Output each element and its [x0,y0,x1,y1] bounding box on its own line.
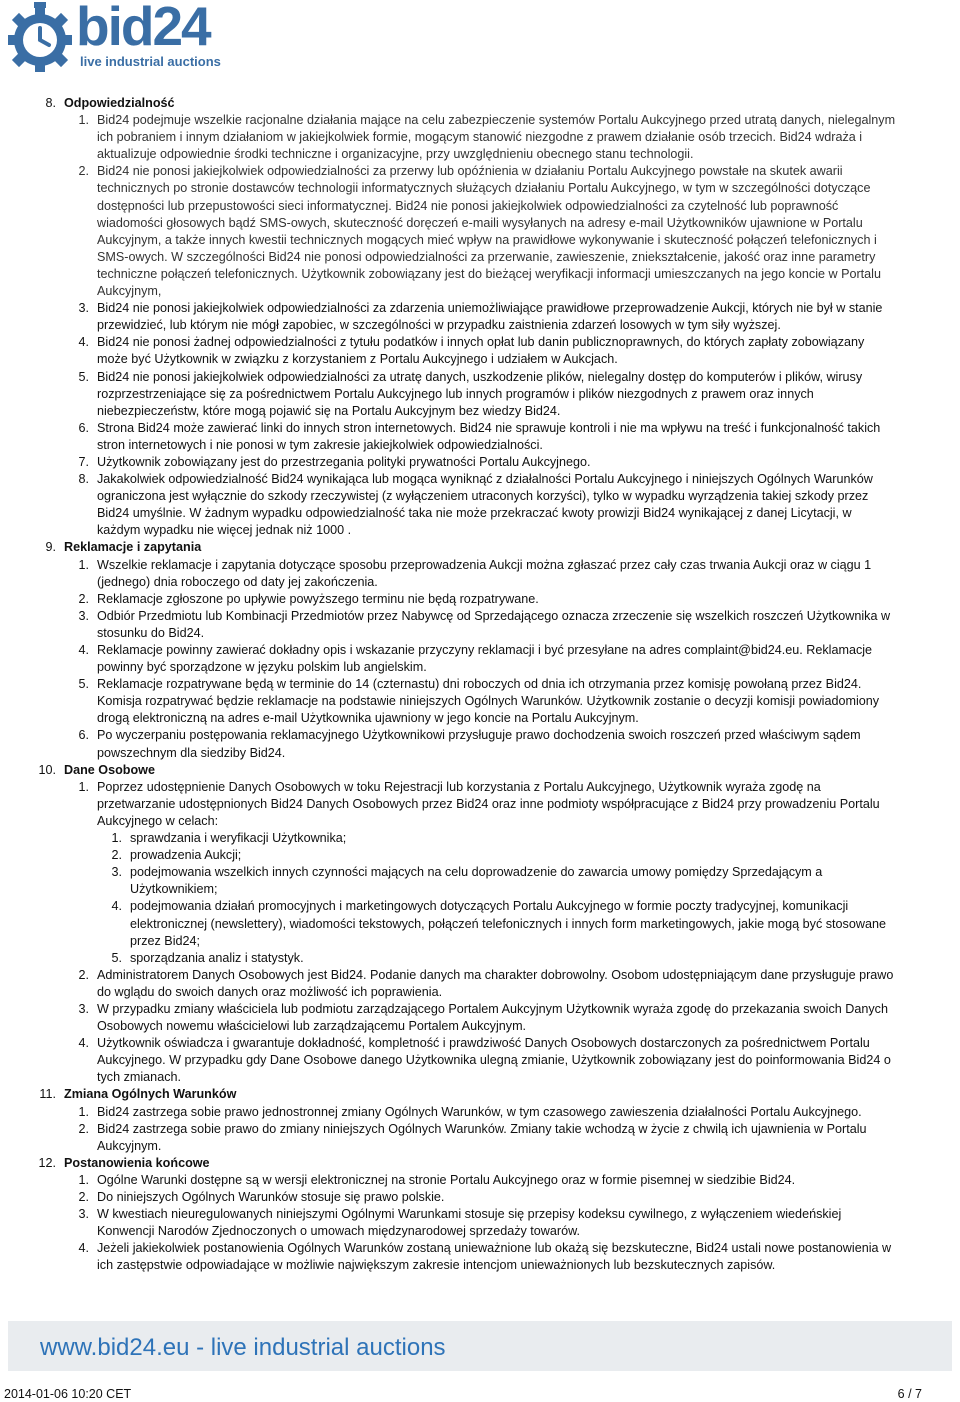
item-text: Strona Bid24 może zawierać linki do innych stron internetowych. Bid24 nie sprawuje kontroli i nie ma wpływu na treść i funkcjonalność takich stron internetowych i nie ponosi w tym zakresie jakiejkolwiek odpowiedzialności. [97,420,881,452]
item-number: 4. [78,1241,89,1256]
list-item [0,1035,960,1086]
item-text: Po wyczerpaniu postępowania reklamacyjnego Użytkownikowi przysługuje prawo dochodzenia swoich roszczeń przed właściwym sądem powszechnym dla siedziby Bid24. [97,728,861,760]
item-text: Reklamacje powinny zawierać dokładny opis i wskazanie przyczyny reklamacji i być przesyłane na adres complaint@bid24.eu. Reklamacje powinny być sporządzone w języku polskim lub angielskim. [97,643,873,675]
item-text: Użytkownik oświadcza i gwarantuje dokładność, kompletność i prawdziwość Danych Osobowych dostarczonych za pośrednictwem Portalu Aukcyjnego. W przypadku gdy Dane Osobowe danego Użytkownika ulegną zmianie, Użytkownik zobowiązany jest do poinformowania Bid24 o tych zmianach. [97,1036,891,1085]
list-item [0,471,960,539]
item-number: 2. [78,164,89,179]
section-number: 11. [39,1087,56,1102]
list-item [0,1001,960,1035]
list-item [0,676,960,727]
item-number: 1. [78,1104,89,1119]
item-number: 4. [78,643,89,657]
list-item [0,369,960,420]
list-item [0,454,960,471]
list-item [0,591,960,608]
item-number: 6. [78,728,89,743]
item-number: 1. [78,113,89,128]
item-text: Użytkownik zobowiązany jest do przestrzegania polityki prywatności Portalu Aukcyjnego. [97,454,591,469]
item-number: 5. [111,950,122,965]
section-title: Zmiana Ogólnych Warunków [64,1087,237,1102]
list-item [0,608,960,642]
item-text: Wszelkie reklamacje i zapytania dotyczące sposobu przeprowadzenia Aukcji można zgłaszać przez cały czas trwania Aukcji oraz w ciągu 1 (jednego) dnia roboczego od daty jej zakończenia. [97,557,872,589]
section-11 [0,1086,960,1154]
section-10 [0,762,960,1087]
sub-list-item [0,847,960,864]
item-number: 6. [78,420,89,435]
item-number: 7. [78,454,89,469]
item-number: 2. [111,848,122,863]
item-text: Bid24 nie ponosi żadnej odpowiedzialności z tytułu podatków i innych opłat lub danin publicznoprawnych, do których zapłaty zobowiązany może być Użytkownik w związku z korzystaniem z Portalu Aukcyjnego i udziałem w Aukcjach. [97,335,865,367]
item-number: 2. [78,591,89,606]
list-item [0,1240,960,1274]
page-number: 6 / 7 [897,1387,922,1401]
item-number: 3. [78,1207,89,1222]
item-number: 4. [78,1036,89,1051]
bid24-logo [4,2,224,72]
list-item [0,779,960,830]
item-number: 2. [78,1190,89,1204]
item-number: 1. [111,831,122,846]
item-number: 1. [78,779,89,794]
section-number: 8. [45,96,56,110]
item-number: 3. [111,865,122,880]
section-title: Reklamacje i zapytania [64,540,202,555]
section-heading [0,1155,960,1172]
list-item [0,163,960,300]
section-number: 10. [38,762,56,777]
section-heading [0,762,960,779]
item-text: Jakakolwiek odpowiedzialność Bid24 wynikająca lub mogąca wyniknąć z działalności Portalu Aukcyjnego i niniejszych Ogólnych Warunków ograniczona jest wyłącznie do szkody rzeczywistej (z wyłączeniem utraconych korzyści), tylko w wypadku wyrządzenia takiej szkody przez Bid24 umyślnie. W żadnym wypadku odpowiedzialność taka nie może przekraczać kwoty prowizji Bid24 wynikającej z danej Licytacji, w każdym wypadku nie więcej jednak niż 1000 . [97,472,873,538]
list-item [0,334,960,368]
sub-list-item [0,830,960,847]
item-text: W przypadku zmiany właściciela lub podmiotu zarządzającego Portalem Aukcyjnym Użytkownik wyraża zgodę do przekazania swoich Danych Osobowych nowemu właścicielowi lub zarządzającemu Portalem Aukcyjnym. [97,1001,888,1034]
item-text: W kwestiach nieuregulowanych niniejszymi Ogólnymi Warunkami stosuje się przepisy kodeksu cywilnego, z wyłączeniem wiedeńskiej Konwencji Narodów Zjednoczonych o umowach międzynarodowej sprzedaży towarów. [97,1207,842,1239]
list-item [0,967,960,1001]
item-text: podejmowania wszelkich innych czynności mających na celu doprowadzenie do zawarcia umowy pomiędzy Sprzedającym a Użytkownikiem; [130,865,823,897]
sub-list-item [0,864,960,898]
item-text: Reklamacje zgłoszone po upływie powyższego terminu nie będą rozpatrywane. [97,591,539,606]
item-text: Administratorem Danych Osobowych jest Bid24. Podanie danych ma charakter dobrowolny. Osobom udostępniającym dane przysługuje prawo do wglądu do swoich danych oraz możliwość ich poprawienia. [97,967,894,999]
item-number: 3. [78,608,89,623]
item-number: 1. [78,557,89,572]
item-text: Bid24 podejmuje wszelkie racjonalne działania mające na celu zabezpieczenie systemów Portalu Aukcyjnego przed utratą danych, nielegalnym ich pobraniem i innym działaniom w jakiejkolwiek formie, mogącym stanowić niezgodne z prawem działanie osób trzecich. Bid24 wdraża i aktualizuje odpowiednie środki techniczne i organizacyjne, przy uwzględnieniu obecnego stanu technologii. [97,113,896,162]
item-text: Jeżeli jakiekolwiek postanowienia Ogólnych Warunków zostaną unieważnione lub okażą się bezskuteczne, Bid24 ustali nowe postanowienia w ich zastępstwie odpowiadające w możliwie największym zakresie intencjom unieważnionych lub bezskutecznych zapisów. [97,1241,892,1273]
item-text: Bid24 zastrzega sobie prawo jednostronnej zmiany Ogólnych Warunków, w tym czasowego zawieszenia działalności Portalu Aukcyjnego. [97,1104,862,1119]
list-item [0,112,960,163]
item-text: podejmowania działań promocyjnych i marketingowych dotyczących Portalu Aukcyjnego w formie poczty tradycyjnej, komunikacji elektronicznej (newslettery), wiadomości tekstowych, połączeń telefonicznych i innych form marketingowych, jakie mogą być stosowane przez Bid24; [130,899,886,948]
sub-list-item [0,898,960,949]
section-12 [0,1155,960,1275]
item-text: Poprzez udostępnienie Danych Osobowych w toku Rejestracji lub korzystania z Portalu Aukcyjnego, Użytkownik wyraża zgodę na przetwarzanie udostępnionych Bid24 Danych Osobowych przez Bid24 oraz inne podmioty współpracujące z Bid24 przy prowadzeniu Portalu Aukcyjnego w celach: [97,779,880,828]
section-title: Dane Osobowe [64,762,155,777]
section-heading [0,95,960,112]
item-number: 8. [78,472,89,487]
list-item [0,1104,960,1121]
section-number: 9. [45,540,56,555]
section-number: 12. [38,1155,56,1170]
footer-link[interactable]: www.bid24.eu - live industrial auctions [40,1334,446,1361]
sub-list-item [0,950,960,967]
list-item [0,727,960,761]
item-number: 3. [78,1001,89,1016]
section-heading [0,1086,960,1103]
list-item [0,642,960,676]
item-text: Bid24 nie ponosi jakiejkolwiek odpowiedzialności za utratę danych, uszkodzenie plików, nielegalny dostęp do komputerów i plików, wirusy rozprzestrzeniające się za pośrednictwem Portalu Aukcyjnego lub innych programów i plików niezgodnych z prawem oraz innych niebezpieczeństw, które mogą pojawić się na Portalu Aukcyjnym bez wiedzy Bid24. [97,369,863,418]
item-text: sprawdzania i weryfikacji Użytkownika; [130,831,347,846]
logo-tagline: live industrial auctions [80,54,221,69]
print-timestamp: 2014-01-06 10:20 CET [4,1387,132,1401]
list-item [0,1121,960,1155]
list-item [0,1206,960,1240]
item-number: 2. [78,967,89,982]
section-8 [0,95,960,539]
item-text: Bid24 zastrzega sobie prawo do zmiany niniejszych Ogólnych Warunków. Zmiany takie wchodzą w życie z chwilą ich ujawnienia w Portalu Aukcyjnym. [97,1121,867,1153]
list-item [0,557,960,591]
list-item [0,300,960,334]
section-title: Postanowienia końcowe [64,1155,210,1170]
item-text: Bid24 nie ponosi jakiejkolwiek odpowiedzialności za zdarzenia uniemożliwiające prawidłowe przeprowadzenie Aukcji, których nie był w stanie przewidzieć, lub którym nie mógł zapobiec, w szczególności w przypadku zaistnienia zdarzeń losowych w tym siły wyższej. [97,301,883,333]
item-text: Reklamacje rozpatrywane będą w terminie do 14 (czternastu) dni roboczych od dnia ich otrzymania przez komisję powołaną przez Bid24. Komisja rozpatrywać będzie reklamacje na podstawie niniejszych Ogólnych Warunków. Użytkownik zostanie o decyzji komisji powiadomiony drogą elektroniczną na adres e-mail Użytkownika ujawniony w jego koncie na Portalu Aukcyjnym. [97,677,880,726]
item-text: Ogólne Warunki dostępne są w wersji elektronicznej na stronie Portalu Aukcyjnego oraz w formie pisemnej w siedzibie Bid24. [97,1172,796,1187]
item-text: Bid24 nie ponosi jakiejkolwiek odpowiedzialności za przerwy lub opóźnienia w działaniu Portalu Aukcyjnego powstałe na skutek awarii technicznych po stronie dostawców technologii informatycznych służących działaniu Portalu Aukcyjnego, w tym w szczególności dotyczące dostępności lub przepustowości sieci informatycznej. Bid24 nie ponosi jakiejkolwiek odpowiedzialności za czytelność lub poprawność wiadomości głosowych bądź SMS-owych, skuteczność doręczeń e-maili wysyłanych na adresy e-mail Użytkowników ujawnione w Portalu Aukcyjnym, a także innych kwestii technicznych mogących mieć wpływ na prawidłowe wykonywanie i skuteczność połączeń telefonicznych i SMS-owych. W szczególności Bid24 nie ponosi odpowiedzialności za przerwanie, zawieszenie, zniekształcenie, jakość oraz inne parametry techniczne połączeń telefonicznych. Użytkownik zobowiązany jest do bieżącej weryfikacji informacji umieszczanych na jego koncie w Portalu Aukcyjnym, [97,164,881,299]
item-text: Odbiór Przedmiotu lub Kombinacji Przedmiotów przez Nabywcę od Sprzedającego oznacza zrzeczenie się wszelkich roszczeń Użytkownika w stosunku do Bid24. [97,608,891,640]
list-item [0,420,960,454]
item-number: 1. [78,1172,89,1187]
item-number: 3. [78,301,89,316]
item-number: 5. [78,677,89,692]
logo-wordmark: bid24 [76,0,210,57]
item-number: 4. [111,899,122,914]
item-number: 4. [78,335,89,350]
item-text: Do niniejszych Ogólnych Warunków stosuje się prawo polskie. [97,1190,445,1204]
list-item [0,1172,960,1189]
terms-content [0,95,960,1274]
section-heading [0,539,960,556]
item-text: prowadzenia Aukcji; [130,848,242,863]
item-number: 5. [78,369,89,384]
section-9 [0,539,960,761]
item-number: 2. [78,1121,89,1136]
list-item [0,1189,960,1206]
section-title: Odpowiedzialność [64,96,175,110]
item-text: sporządzania analiz i statystyk. [130,950,304,965]
gear-logo-icon [4,2,76,74]
